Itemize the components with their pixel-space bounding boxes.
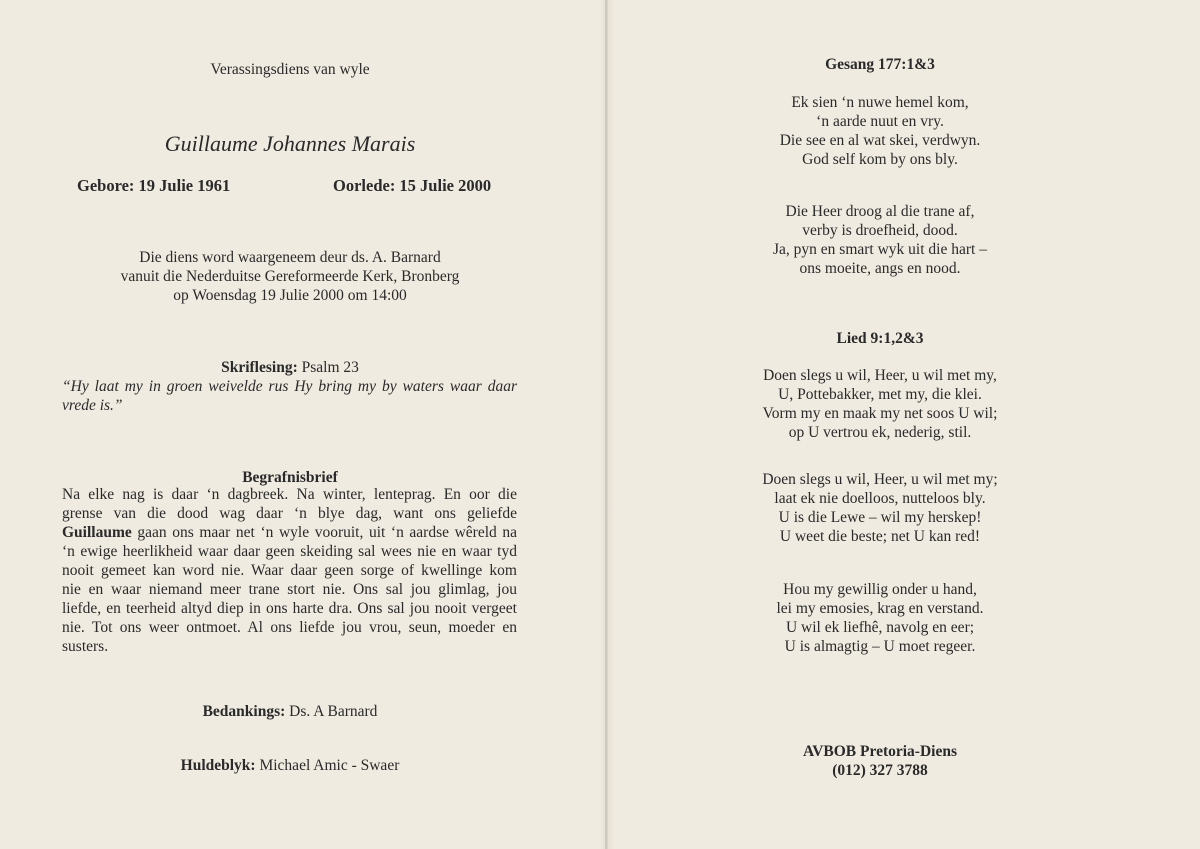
verse-line: God self kom by ons bly. [802, 151, 958, 168]
hymn2-title: Lied 9:1,2&3 [836, 330, 924, 347]
reading-reference: Psalm 23 [301, 359, 359, 376]
funeral-home-name: AVBOB Pretoria-Diens [803, 743, 957, 760]
letter-line: nooit gemeet kan word nie. Waar daar geen sorge of kwellinge kom [62, 562, 517, 579]
verse-line: Ek sien ‘n nuwe hemel kom, [791, 94, 969, 111]
death-date: Oorlede: 15 Julie 2000 [333, 176, 492, 195]
thanks-label: Bedankings: [202, 703, 286, 720]
letter-line-with-name [62, 523, 517, 542]
verse-line: U is die Lewe – wil my herskep! [778, 509, 982, 526]
letter-line: nie en waar niemand meer trane stort nie. Ons sal jou glimlag, jou [62, 581, 517, 598]
verse-line: U weet die beste; net U kan red! [779, 528, 981, 545]
verse-line: ‘n aarde nuut en vry. [816, 113, 944, 130]
verse-line: Doen slegs u wil, Heer, u wil met my, [763, 367, 997, 384]
verse-1 [650, 93, 1110, 169]
funeral-letter [62, 485, 517, 656]
reading-label: Skriflesing: [221, 359, 298, 376]
funeral-home-phone: (012) 327 3788 [832, 762, 928, 779]
birth-date: Gebore: 19 Julie 1961 [77, 176, 231, 195]
hymn1-title: Gesang 177:1&3 [825, 56, 935, 73]
verse-line: Doen slegs u wil, Heer, u wil met my; [762, 471, 998, 488]
thanks-value: Ds. A Barnard [289, 703, 378, 720]
verse-line: U wil ek liefhê, navolg en eer; [785, 619, 975, 636]
verse-line: U, Pottebakker, met my, die klei. [778, 386, 982, 403]
verse-line: U is almagtig – U moet regeer. [784, 638, 976, 655]
letter-line: Na elke nag is daar ‘n dagbreek. Na winter, lenteprag. En oor die [62, 486, 517, 503]
acknowledgements [60, 702, 520, 721]
service-line: vanuit die Nederduitse Gereformeerde Kerk, Bronberg [120, 268, 460, 285]
service-line: op Woensdag 19 Julie 2000 om 14:00 [173, 287, 407, 304]
verse-2 [650, 202, 1110, 278]
letter-line: susters. [62, 638, 109, 655]
service-line: Die diens word waargeneem deur ds. A. Barnard [139, 249, 441, 266]
verse-line: Ja, pyn en smart wyk uit die hart – [773, 241, 987, 258]
verse-line: verby is droefheid, dood. [802, 222, 958, 239]
verse-line: Die see en al wat skei, verdwyn. [779, 132, 981, 149]
letter-name: Guillaume [62, 524, 132, 541]
verse-4 [650, 470, 1110, 546]
letter-line: ‘n ewige heerlikheid waar daar geen skeiding sal wees nie en waar tyd [62, 543, 517, 560]
tribute-value: Michael Amic - Swaer [259, 757, 400, 774]
funeral-home [650, 742, 1110, 780]
tribute [60, 756, 520, 775]
service-details [60, 248, 520, 305]
letter-title: Begrafnisbrief [242, 469, 338, 486]
verse-line: Vorm my en maak my net soos U wil; [762, 405, 998, 422]
tribute-label: Huldeblyk: [180, 757, 256, 774]
letter-line-rest: gaan ons maar net ‘n wyle vooruit, uit ‘n aardse wêreld na [131, 524, 517, 541]
verse-line: Die Heer droog al die trane af, [785, 203, 975, 220]
verse-5 [650, 580, 1110, 656]
letter-line: grense van die dood wag daar ‘n blye dag, want ons geliefde [62, 505, 517, 522]
deceased-name: Guillaume Johannes Marais [164, 131, 416, 156]
verse-line: op U vertrou ek, nederig, stil. [788, 424, 972, 441]
reading-quote: “Hy laat my in groen weivelde rus Hy bring my by waters waar daar vrede is.” [62, 378, 517, 414]
verse-line: ons moeite, angs en nood. [799, 260, 961, 277]
scripture-reading [60, 358, 520, 377]
verse-line: laat ek nie doelloos, nutteloos bly. [774, 490, 986, 507]
verse-line: Hou my gewillig onder u hand, [783, 581, 977, 598]
letter-line: nie. Tot ons weer ontmoet. Al ons liefde jou vrou, seun, moeder en [62, 619, 517, 636]
intro-text: Verassingsdiens van wyle [210, 61, 370, 78]
letter-line: liefde, en teerheid altyd diep in ons harte dra. Ons sal jou nooit vergeet [62, 600, 517, 617]
verse-3 [650, 366, 1110, 442]
verse-line: lei my emosies, krag en verstand. [776, 600, 984, 617]
